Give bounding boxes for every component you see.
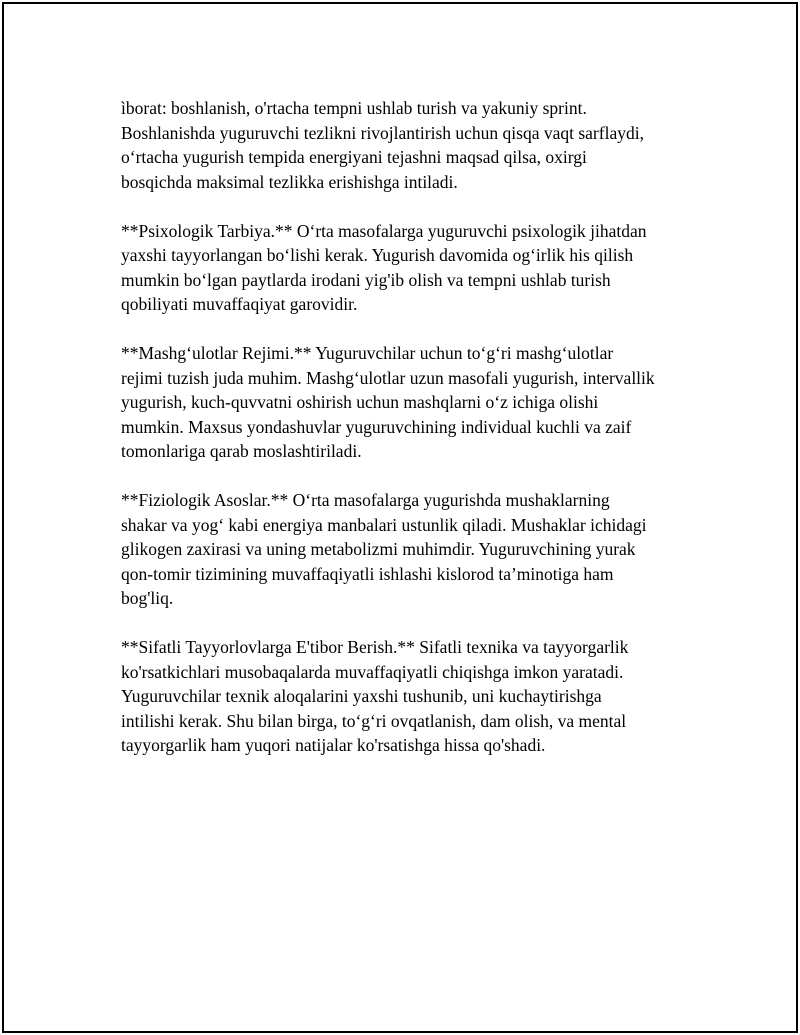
paragraph-intro: ìborat: boshlanish, o'rtacha tempni ushlab turish va yakuniy sprint. Boshlanishda yuguruvchi tezlikni rivojlantirish uchun qisqa vaqt sarflaydi, o‘rtacha yugurish tempida energiyani tejashni maqsad qilsa, oxirgi bosqichda maksimal tezlikka erishishga intiladi.	[121, 98, 644, 192]
paragraph-sifatli-tayyorlovlar: **Sifatli Tayyorlovlarga E'tibor Berish.** Sifatli texnika va tayyorgarlik ko'rsatkichlari musobaqalarda muvaffaqiyatli chiqishga imkon yaratadi. Yuguruvchilar texnik aloqalarini yaxshi tushunib, uni kuchaytirishga intilishi kerak. Shu bilan birga, to‘g‘ri ovqatlanish, dam olish, va mental tayyorgarlik ham yuqori natijalar ko'rsatishga hissa qo'shadi.	[121, 637, 629, 755]
paragraph-fiziologik-asoslar: **Fiziologik Asoslar.** O‘rta masofalarga yugurishda mushaklarning shakar va yog‘ kabi energiya manbalari ustunlik qiladi. Mushaklar ichidagi glikogen zaxirasi va uning metabolizmi muhimdir. Yuguruvchining yurak qon-tomir tizimining muvaffaqiyatli ishlashi kislorod ta’minotiga ham bog'liq.	[121, 490, 647, 608]
paragraph-psixologik-tarbiya: **Psixologik Tarbiya.** O‘rta masofalarga yuguruvchi psixologik jihatdan yaxshi tayyorlangan bo‘lishi kerak. Yugurish davomida og‘irlik his qilish mumkin bo‘lgan paytlarda irodani yig'ib olish va tempni ushlab turish qobiliyati muvaffaqiyat garovidir.	[121, 220, 647, 314]
page-frame	[2, 2, 798, 1033]
paragraph-mashgulotlar-rejimi: **Mashg‘ulotlar Rejimi.** Yuguruvchilar uchun to‘g‘ri mashg‘ulotlar rejimi tuzish juda muhim. Mashg‘ulotlar uzun masofali yugurish, intervallik yugurish, kuch-quvvatni oshirish uchun mashqlarni o‘z ichiga olishi mumkin. Maxsus yondashuvlar yuguruvchining individual kuchli va zaif tomonlariga qarab moslashtiriladi.	[121, 343, 655, 461]
document-body	[121, 96, 696, 758]
